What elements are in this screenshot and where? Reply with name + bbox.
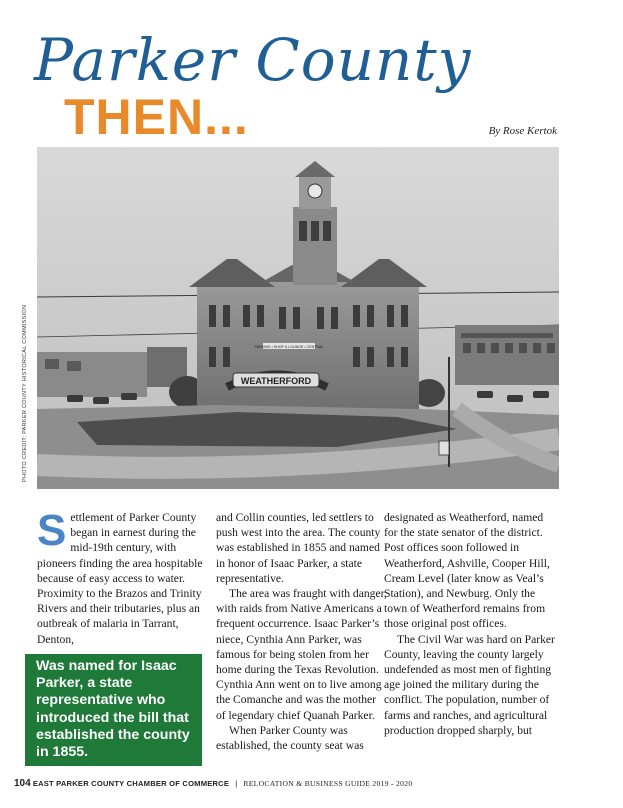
article-column-3 xyxy=(384,510,556,738)
page-footer xyxy=(14,778,412,789)
paragraph: and Collin counties, led settlers to push west into the area. The county was established in 1855 and named in honor of Isaac Parker, a state representative. xyxy=(216,511,381,585)
paragraph: The Civil War was hard on Parker County, leaving the county largely undefended as most men of fighting age joined the military during the conflict. The population, number of farms and ranches, and agricultural production dropped sharply, but xyxy=(384,632,555,737)
title-script: Parker County xyxy=(34,26,472,94)
courthouse-photo xyxy=(37,147,559,489)
marquee-text: WEATHERFORD xyxy=(240,376,312,386)
sign-text: PARKING • SHOP & LOUNGE • CENTRAL xyxy=(254,345,324,349)
pull-quote: Was named for Isaac Parker, a state representative who introduced the bill that established the county in 1855. xyxy=(25,654,202,766)
footer-guide: RELOCATION & BUSINESS GUIDE 2019 - 2020 xyxy=(243,779,413,788)
article-column-2 xyxy=(216,510,388,753)
dropcap: S xyxy=(37,506,67,555)
footer-separator: | xyxy=(235,779,238,788)
article-column-1 xyxy=(37,506,209,647)
title-then: THEN... xyxy=(64,89,249,145)
byline: By Rose Kertok xyxy=(488,125,557,137)
paragraph: Settlement of Parker County began in earnest during the mid-19th century, with pioneers finding the area hospitable because of easy access to water. Proximity to the Brazos and Trinity Rivers and their tributaries, plus an outbreak of malaria in Tarrant, Denton, xyxy=(37,506,203,646)
paragraph: When Parker County was established, the county seat was xyxy=(216,723,364,753)
courthouse-illustration xyxy=(37,147,559,489)
page-number: 104 xyxy=(14,778,31,789)
footer-organization: EAST PARKER COUNTY CHAMBER OF COMMERCE xyxy=(32,779,230,788)
photo-credit: PHOTO CREDIT: PARKER COUNTY HISTORICAL COMMISSION xyxy=(22,304,28,482)
paragraph: The area was fraught with danger, with raids from Native Americans a frequent occurrence. Isaac Parker’s niece, Cynthia Ann Parker, was famous for being stolen from her home during the Texas Revolution. Cynthia Ann went on to live among the Comanche and was the mother of legendary chief Quanah Parker. xyxy=(216,587,387,722)
paragraph: designated as Weatherford, named for the state senator of the district. Post offices soon followed in Weatherford, Ashville, Cooper Hill, Cream Level (later know as Veal’s Station), and Newburg. Only the town of Weatherford remains from those original post offices. xyxy=(384,511,550,631)
